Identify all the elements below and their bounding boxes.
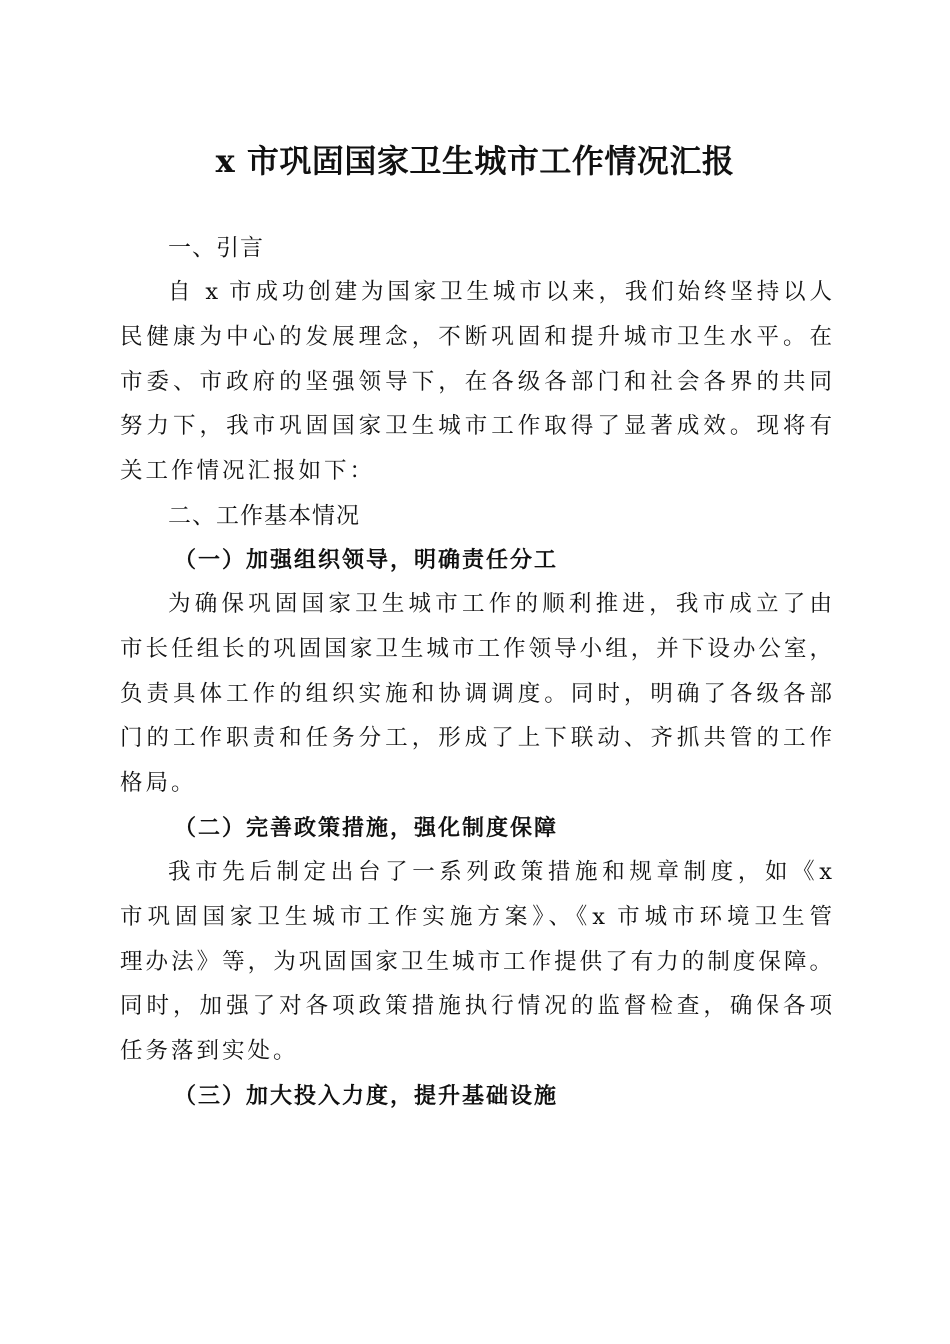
subsection-heading-1: （一）加强组织领导，明确责任分工	[174, 546, 559, 573]
subsection-heading-3: （三）加大投入力度，提升基础设施	[174, 1082, 559, 1109]
subsection-1-paragraph	[120, 582, 832, 806]
paragraph-line: 市委、市政府的坚强领导下，在各级各部门和社会各界的共同	[120, 368, 832, 395]
subsection-heading-2: （二）完善政策措施，强化制度保障	[174, 814, 559, 841]
document-title: x 市巩固国家卫生城市工作情况汇报	[215, 142, 735, 180]
paragraph-line: 同时，加强了对各项政策措施执行情况的监督检查，确保各项	[120, 993, 832, 1020]
intro-paragraph	[120, 270, 832, 494]
section-heading-intro: 一、引言	[168, 235, 264, 261]
paragraph-line: 市巩固国家卫生城市工作实施方案》、《x 市城市环境卫生管	[120, 903, 832, 930]
paragraph-line: 理办法》等，为巩固国家卫生城市工作提供了有力的制度保障。	[120, 948, 832, 975]
paragraph-line: 负责具体工作的组织实施和协调调度。同时，明确了各级各部	[120, 680, 832, 707]
subsection-2-paragraph	[120, 850, 832, 1074]
section-heading-basic: 二、工作基本情况	[168, 502, 360, 529]
paragraph-line: 自 x 市成功创建为国家卫生城市以来，我们始终坚持以人	[168, 279, 832, 305]
paragraph-line: 努力下，我市巩固国家卫生城市工作取得了显著成效。现将有	[120, 413, 832, 440]
paragraph-line: 市长任组长的巩固国家卫生城市工作领导小组，并下设办公室，	[120, 635, 832, 662]
document-body	[120, 226, 832, 1118]
paragraph-line: 为确保巩固国家卫生城市工作的顺利推进，我市成立了由	[168, 590, 832, 617]
paragraph-line: 任务落到实处。	[120, 1038, 299, 1065]
paragraph-line: 关工作情况汇报如下：	[120, 458, 376, 485]
paragraph-line: 我市先后制定出台了一系列政策措施和规章制度，如《x	[168, 858, 832, 885]
paragraph-line: 门的工作职责和任务分工，形成了上下联动、齐抓共管的工作	[120, 725, 832, 752]
paragraph-line: 民健康为中心的发展理念，不断巩固和提升城市卫生水平。在	[120, 323, 832, 350]
paragraph-line: 格局。	[120, 770, 197, 797]
